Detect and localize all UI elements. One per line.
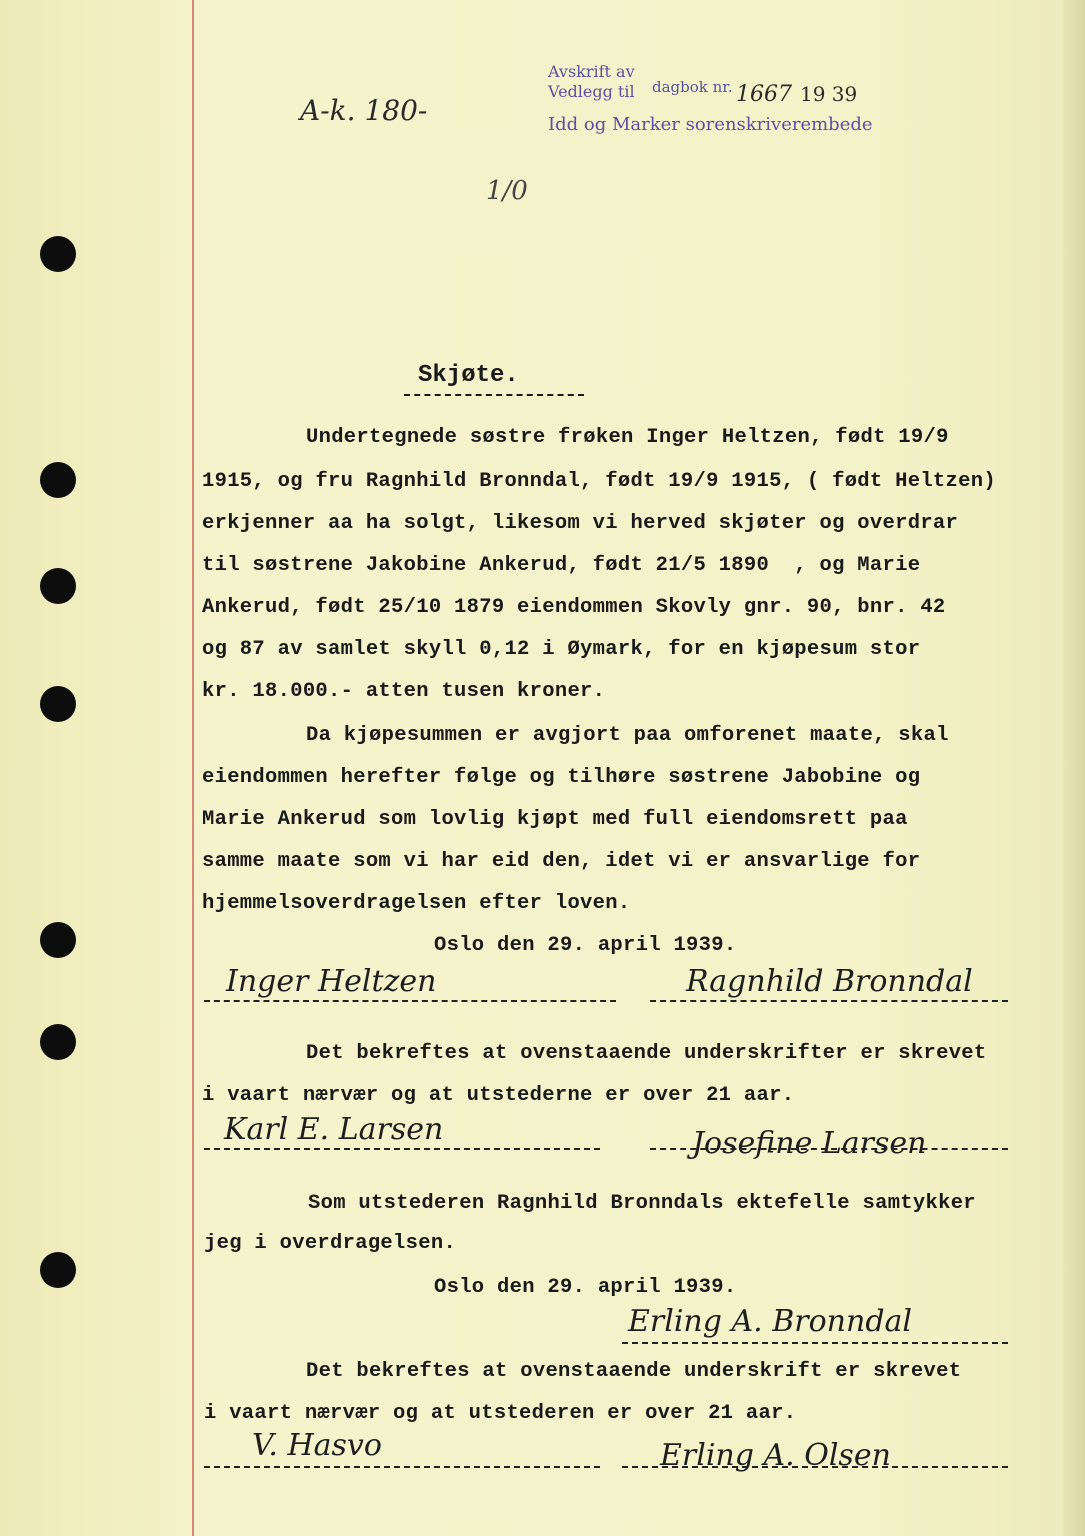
punch-hole: [40, 686, 76, 722]
signature-spouse: Erling A. Bronndal: [628, 1304, 913, 1339]
body-line: Undertegnede søstre frøken Inger Heltzen, født 19/9: [306, 426, 949, 449]
signature-witness-2b: Erling A. Olsen: [660, 1438, 891, 1473]
signature-line: [650, 1000, 1008, 1002]
stamp-office: Idd og Marker sorenskriverembede: [548, 114, 873, 135]
date-line: Oslo den 29. april 1939.: [434, 934, 737, 957]
stamp-line-2: Vedlegg til: [548, 82, 635, 101]
body-line: samme maate som vi har eid den, idet vi er ansvarlige for: [202, 850, 921, 873]
body-line: Da kjøpesummen er avgjort paa omforenet maate, skal: [306, 724, 949, 747]
consent-text-line: jeg i overdragelsen.: [204, 1232, 457, 1255]
margin-rule: [192, 0, 194, 1536]
body-line: erkjenner aa ha solgt, likesom vi herved skjøter og overdrar: [202, 512, 959, 535]
signature-line: [650, 1148, 1008, 1150]
body-line: til søstrene Jakobine Ankerud, født 21/5 1890 , og Marie: [202, 554, 921, 577]
punch-hole: [40, 236, 76, 272]
handwritten-reference: A-k. 180-: [300, 94, 428, 127]
signature-witness-2a: V. Hasvo: [252, 1428, 382, 1463]
punch-hole: [40, 922, 76, 958]
punch-hole: [40, 568, 76, 604]
body-line: 1915, og fru Ragnhild Bronndal, født 19/9 1915, ( født Heltzen): [202, 470, 996, 493]
document-title: Skjøte.: [418, 362, 519, 389]
signature-seller-2: Ragnhild Bronndal: [686, 964, 973, 999]
signature-witness-1a: Karl E. Larsen: [224, 1112, 444, 1147]
signature-seller-1: Inger Heltzen: [226, 964, 437, 999]
punch-hole: [40, 462, 76, 498]
body-line: og 87 av samlet skyll 0,12 i Øymark, for en kjøpesum stor: [202, 638, 921, 661]
signature-witness-1b: Josefine Larsen: [692, 1126, 927, 1161]
handwritten-dagbok-number: 1667: [736, 82, 792, 107]
body-line: Marie Ankerud som lovlig kjøpt med full eiendomsrett paa: [202, 808, 908, 831]
signature-line: [622, 1466, 1008, 1468]
body-line: hjemmelsoverdragelsen efter loven.: [202, 892, 631, 915]
witness-text-line: Det bekreftes at ovenstaaende underskrifter er skrevet: [306, 1042, 987, 1065]
body-line: eiendommen herefter følge og tilhøre søstrene Jabobine og: [202, 766, 921, 789]
body-line: kr. 18.000.- atten tusen kroner.: [202, 680, 606, 703]
handwritten-folio: 1/0: [486, 176, 528, 206]
punch-hole: [40, 1024, 76, 1060]
consent-text-line: Som utstederen Ragnhild Bronndals ektefelle samtykker: [308, 1192, 976, 1215]
signature-line: [204, 1000, 616, 1002]
handwritten-year: 19 39: [800, 82, 858, 106]
office-stamp: [548, 62, 635, 102]
signature-line: [204, 1148, 600, 1150]
signature-line: [204, 1466, 600, 1468]
witness-text-line: Det bekreftes at ovenstaaende underskrift er skrevet: [306, 1360, 962, 1383]
body-line: Ankerud, født 25/10 1879 eiendommen Skovly gnr. 90, bnr. 42: [202, 596, 946, 619]
witness-text-line: i vaart nærvær og at utstederen er over 21 aar.: [204, 1402, 797, 1425]
punch-hole: [40, 1252, 76, 1288]
date-line: Oslo den 29. april 1939.: [434, 1276, 737, 1299]
stamp-dagbok-label: dagbok nr.: [652, 78, 733, 96]
stamp-line-1: Avskrift av: [548, 62, 635, 81]
page-edge: [1063, 0, 1085, 1536]
signature-line: [622, 1342, 1008, 1344]
witness-text-line: i vaart nærvær og at utstederne er over 21 aar.: [202, 1084, 795, 1107]
title-underline: [404, 394, 584, 396]
